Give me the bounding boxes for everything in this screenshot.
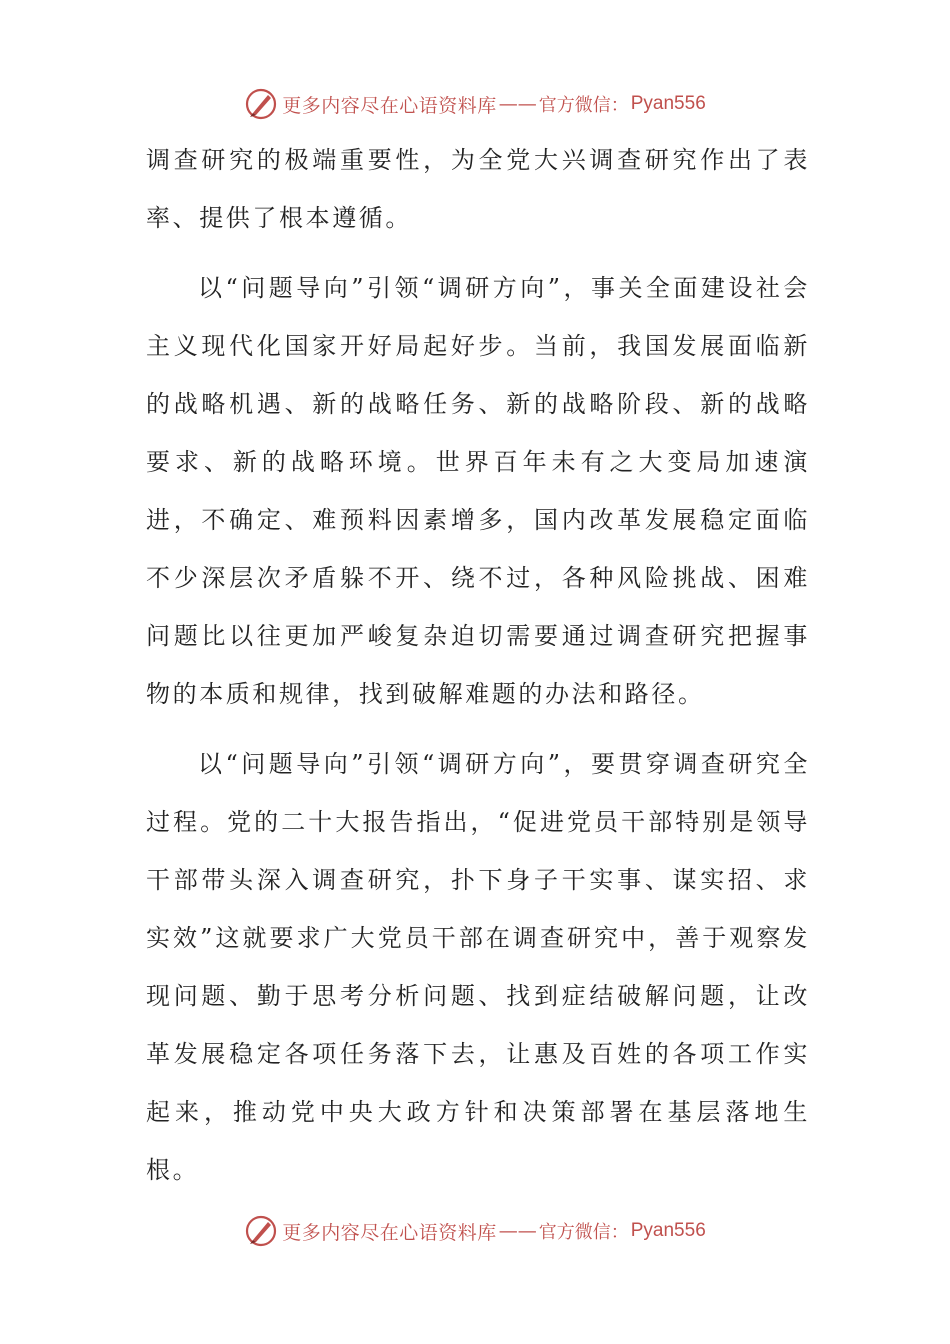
banner-dash: ——	[498, 1220, 537, 1242]
header-banner	[0, 84, 950, 124]
banner-title: 更多内容尽在心语资料库	[282, 94, 497, 117]
pen-logo-icon	[244, 87, 278, 121]
footer-banner	[0, 1211, 950, 1251]
paragraph: 调查研究的极端重要性，为全党大兴调查研究作出了表率、提供了根本遵循。	[146, 146, 810, 232]
banner-wechat-id: Pyan556	[630, 1220, 706, 1241]
document-body	[146, 131, 810, 1211]
pen-logo-icon	[244, 1214, 278, 1248]
banner-dash: ——	[498, 93, 537, 115]
paragraph: 以“问题导向”引领“调研方向”，要贯穿调查研究全过程。党的二十大报告指出，“促进党员干部特别是领导干部带头深入调查研究，扑下身子干实事、谋实招、求实效”这就要求广大党员干部在调查研究中，善于观察发现问题、勤于思考分析问题、找到症结破解问题，让改革发展稳定各项任务落下去，让惠及百姓的各项工作实起来，推动党中央大政方针和决策部署在基层落地生根。	[146, 750, 810, 1184]
banner-title: 更多内容尽在心语资料库	[282, 1221, 497, 1244]
banner-wechat-label: 官方微信：	[538, 95, 629, 116]
banner-wechat-id: Pyan556	[630, 93, 706, 114]
banner-wechat-label: 官方微信：	[538, 1222, 629, 1243]
paragraph: 以“问题导向”引领“调研方向”，事关全面建设社会主义现代化国家开好局起好步。当前，我国发展面临新的战略机遇、新的战略任务、新的战略阶段、新的战略要求、新的战略环境。世界百年未有之大变局加速演进，不确定、难预料因素增多，国内改革发展稳定面临不少深层次矛盾躲不开、绕不过，各种风险挑战、困难问题比以往更加严峻复杂迫切需要通过调查研究把握事物的本质和规律，找到破解难题的办法和路径。	[146, 274, 810, 708]
